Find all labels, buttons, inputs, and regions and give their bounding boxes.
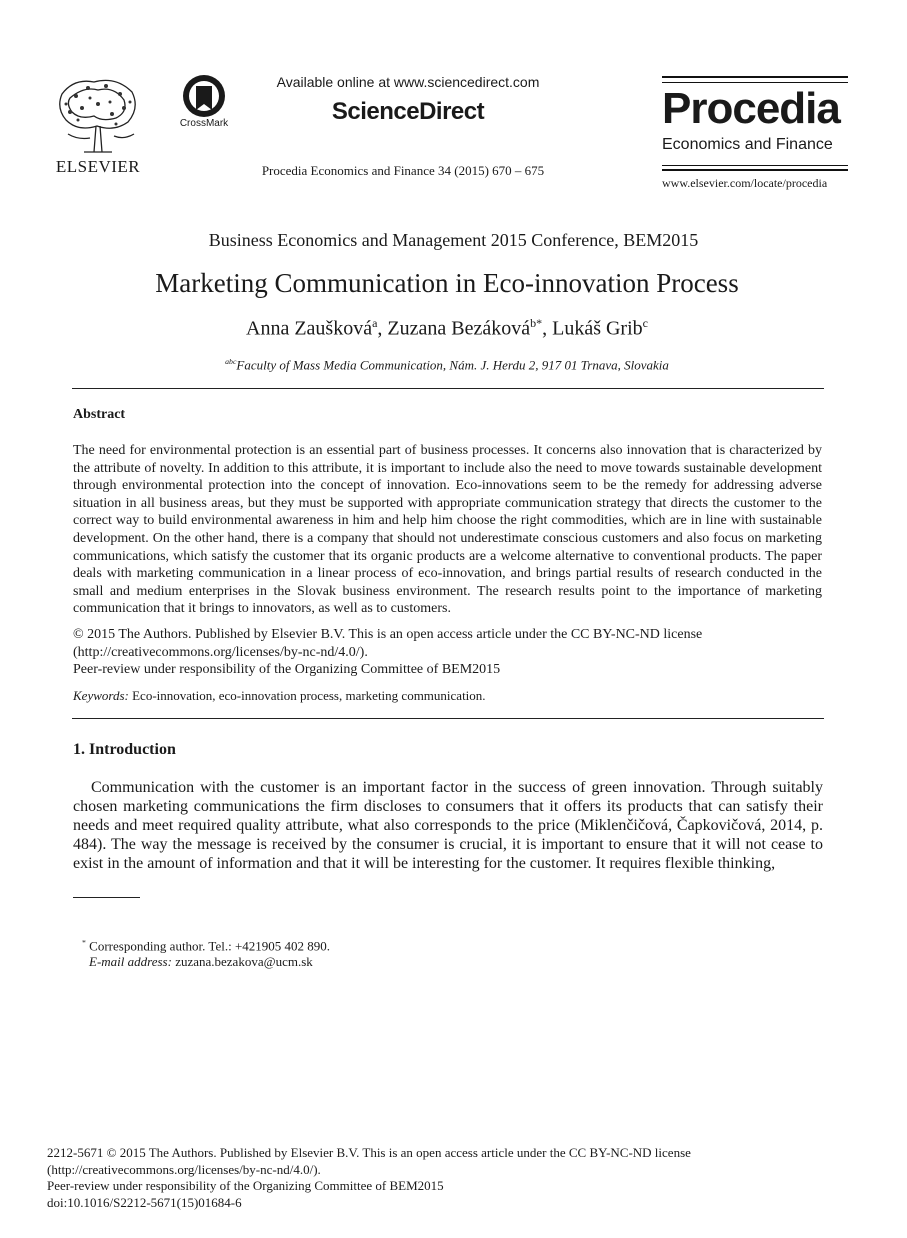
affiliation-sup: abc bbox=[225, 357, 237, 366]
footer-license-link[interactable]: (http://creativecommons.org/licenses/by-nc-nd/4.0/). bbox=[47, 1161, 321, 1177]
footnote-mark: * bbox=[82, 938, 86, 947]
journal-url-link[interactable]: www.elsevier.com/locate/procedia bbox=[662, 176, 828, 190]
affiliation-text: Faculty of Mass Media Communication, Nám. J. Herdu 2, 917 01 Trnava, Slovakia bbox=[236, 357, 669, 373]
license-link[interactable]: (http://creativecommons.org/licenses/by-nc-nd/4.0/). bbox=[73, 644, 368, 660]
author-name: Anna Zaušková bbox=[246, 317, 373, 340]
email-label: E-mail address: bbox=[89, 954, 172, 969]
procedia-rule bbox=[662, 76, 848, 78]
paper-title: Marketing Communication in Eco-innovation Process bbox=[155, 268, 739, 298]
copyright-block bbox=[73, 626, 822, 679]
author-sup: a bbox=[372, 316, 378, 330]
footer-issn-line: 2212-5671 © 2015 The Authors. Published by Elsevier B.V. This is an open access article under the CC BY-NC-ND license bbox=[47, 1145, 691, 1160]
author-name: Lukáš Grib bbox=[552, 317, 643, 340]
keywords-text: Eco-innovation, eco-innovation process, marketing communication. bbox=[132, 688, 486, 703]
author-list: Anna Zaušková$^a$, Zuzana Bezáková$^{b*}$, Lukáš Grib$^c$ bbox=[246, 316, 648, 340]
elsevier-tree-logo-icon bbox=[54, 74, 140, 154]
section-divider bbox=[72, 718, 824, 719]
keywords-label: Keywords: bbox=[73, 688, 129, 703]
conference-name: Business Economics and Management 2015 Conference, BEM2015 bbox=[208, 230, 699, 250]
procedia-rule bbox=[662, 169, 848, 171]
section-heading: 1. Introduction bbox=[73, 741, 176, 758]
footnote-text: Corresponding author. Tel.: +421905 402 890. bbox=[89, 938, 331, 954]
journal-brand: Procedia bbox=[662, 84, 840, 133]
section-divider bbox=[72, 388, 824, 389]
footer-doi[interactable]: doi:10.1016/S2212-5671(15)01684-6 bbox=[47, 1194, 242, 1210]
abstract-text: The need for environmental protection is an essential part of business processes. It concerns also innovation that is characterized by the attribute of novelty. In addition to this attribute, it is important to include also the need to move towards sustainable development through environmental protection into the concept of innovation. Eco-innovations seem to be the remedy for addressing adverse situation in all business areas, but they must be supported with appropriate communication strategy that directs the customer to the correct way to build environmental awareness in him and help him choose the right commodities, which are in line with sustainable development. On the other hand, there is a company that should not underestimate conscious customers and also focus on marketing communications, which satisfy the customer that its organic products are a welcome alternative to conventional products. The paper deals with marketing communication in a linear process of eco-innovation, and brings partial results of research conducted in the small and medium enterprises in the Slovak business environment. The research results point to the importance of marketing communication that it brings to innovators, as well as to customers. bbox=[73, 443, 822, 617]
page-footer bbox=[47, 1145, 807, 1211]
crossmark-label: CrossMark bbox=[179, 118, 229, 129]
journal-subtitle: Economics and Finance bbox=[662, 136, 833, 153]
keywords bbox=[73, 688, 822, 704]
author-sup: b* bbox=[530, 316, 543, 330]
peer-review-line: Peer-review under responsibility of the Organizing Committee of BEM2015 bbox=[73, 662, 501, 678]
sciencedirect-brand[interactable]: ScienceDirect bbox=[331, 98, 485, 125]
email-note bbox=[89, 954, 313, 970]
section-text: Communication with the customer is an important factor in the success of green innovation. Through suitably chosen marketing communications the firm discloses to consumers that it offers its products that can satisfy their needs and meet required quality attribute, what also corresponds to the price (Miklenčičová, Čapkovičová, 2014, p. 484). The way the message is received by the consumer is crucial, it is important to ensure that it will not cease to exist in the amount of information and that it will be interesting for the customer. It requires flexible thinking, bbox=[73, 779, 823, 872]
affiliation bbox=[0, 357, 894, 373]
corresponding-author-note bbox=[82, 938, 330, 954]
journal-reference: Procedia Economics and Finance 34 (2015) 670 – 675 bbox=[261, 163, 545, 178]
abstract-heading: Abstract bbox=[73, 407, 126, 422]
procedia-rule bbox=[662, 82, 848, 83]
email-address[interactable]: zuzana.bezakova@ucm.sk bbox=[175, 954, 313, 969]
footer-peer-review: Peer-review under responsibility of the Organizing Committee of BEM2015 bbox=[47, 1178, 444, 1194]
footnote-rule bbox=[73, 897, 140, 898]
available-online-text: Available online at www.sciencedirect.com bbox=[276, 74, 540, 90]
procedia-rule bbox=[662, 165, 848, 166]
publisher-name: ELSEVIER bbox=[55, 157, 141, 176]
author-sup: c bbox=[642, 316, 648, 330]
author-name: Zuzana Bezáková bbox=[387, 317, 531, 340]
copyright-line: © 2015 The Authors. Published by Elsevier B.V. This is an open access article under the CC BY-NC-ND license bbox=[73, 627, 703, 642]
